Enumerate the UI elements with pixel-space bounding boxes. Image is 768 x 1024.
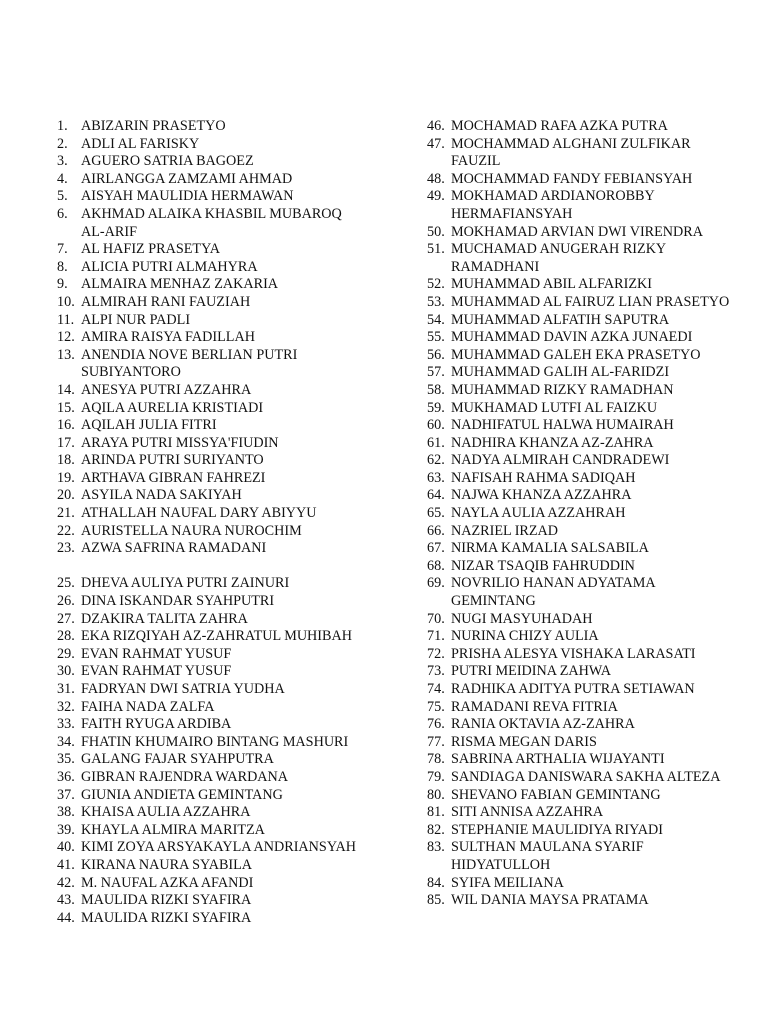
list-item-name: AQILAH JULIA FITRI <box>81 417 217 434</box>
list-item <box>427 276 757 294</box>
list-item-name: MAULIDA RIZKI SYAFIRA <box>81 892 252 909</box>
list-item <box>427 575 757 593</box>
list-item-continuation <box>427 259 757 277</box>
list-item <box>427 751 757 769</box>
list-item-number: 26. <box>57 593 75 610</box>
list-item <box>57 540 412 558</box>
list-item-number <box>427 206 451 224</box>
list-item <box>427 505 757 523</box>
list-item-name: MUHAMMAD ABIL ALFARIZKI <box>451 276 652 293</box>
list-item <box>57 611 412 629</box>
list-item-number: 41. <box>57 856 75 873</box>
list-item <box>427 136 757 154</box>
list-item <box>57 839 412 857</box>
list-item-number: 6. <box>57 205 68 222</box>
list-item <box>57 751 412 769</box>
list-item-number: 8. <box>57 258 68 275</box>
list-item-number <box>427 259 451 277</box>
list-item-name: KIMI ZOYA ARSYAKAYLA ANDRIANSYAH <box>81 839 356 856</box>
list-item-number: 76. <box>427 716 445 733</box>
list-item-name: MUHAMMAD GALEH EKA PRASETYO <box>451 346 701 363</box>
list-item-name: SANDIAGA DANISWARA SAKHA ALTEZA <box>451 768 721 785</box>
list-item-number: 35. <box>57 751 75 768</box>
list-item-number: 48. <box>427 170 445 187</box>
list-item-continuation <box>57 364 412 382</box>
list-item-name: STEPHANIE MAULIDIYA RIYADI <box>451 821 664 838</box>
list-gap <box>57 558 412 576</box>
list-item-name: NIZAR TSAQIB FAHRUDDIN <box>451 557 635 574</box>
list-item <box>57 875 412 893</box>
list-item-name: AISYAH MAULIDIA HERMAWAN <box>81 188 294 205</box>
list-item-name: KIRANA NAURA SYABILA <box>81 856 253 873</box>
list-item-number: 10. <box>57 293 75 310</box>
list-item <box>427 312 757 330</box>
list-item-name: HIDYATULLOH <box>451 856 551 873</box>
name-list-left-column <box>57 118 412 927</box>
list-item-number <box>57 224 81 242</box>
list-item <box>427 769 757 787</box>
list-item-number: 73. <box>427 663 445 680</box>
list-item-name: SITI ANNISA AZZAHRA <box>451 804 604 821</box>
list-item-name: PUTRI MEIDINA ZAHWA <box>451 663 611 680</box>
list-item <box>57 699 412 717</box>
list-item <box>57 136 412 154</box>
list-item-number: 31. <box>57 681 75 697</box>
list-item <box>57 118 412 136</box>
list-item-number: 32. <box>57 698 75 715</box>
list-item <box>57 523 412 541</box>
list-item-number: 19. <box>57 469 75 486</box>
list-item-name: MOKHAMAD ARDIANOROBBY <box>451 188 655 205</box>
list-item <box>427 487 757 505</box>
list-item-number <box>427 857 451 875</box>
list-item-number: 42. <box>57 874 75 891</box>
list-item <box>427 611 757 629</box>
list-item-number: 5. <box>57 188 68 205</box>
list-item-name: AURISTELLA NAURA NUROCHIM <box>81 522 302 539</box>
list-item-number: 37. <box>57 786 75 803</box>
list-item-number: 20. <box>57 487 75 504</box>
list-item-name: NIRMA KAMALIA SALSABILA <box>451 540 649 557</box>
list-item-number: 17. <box>57 434 75 451</box>
list-item-number: 71. <box>427 628 445 645</box>
list-item-name: MUCHAMAD ANUGERAH RIZKY <box>451 241 667 258</box>
list-item-number: 25. <box>57 575 75 592</box>
list-item-number: 39. <box>57 821 75 838</box>
list-item <box>427 804 757 822</box>
list-item <box>57 382 412 400</box>
list-item-number: 29. <box>57 645 75 662</box>
list-item-name: ARINDA PUTRI SURIYANTO <box>81 452 264 469</box>
list-item <box>57 716 412 734</box>
list-item <box>427 171 757 189</box>
list-item-name: MOKHAMAD ARVIAN DWI VIRENDRA <box>451 223 703 240</box>
list-item <box>427 892 757 910</box>
list-item-name: MOCHAMMAD ALGHANI ZULFIKAR <box>451 135 691 152</box>
list-item <box>427 224 757 242</box>
list-item <box>57 153 412 171</box>
list-item-number: 3. <box>57 153 68 170</box>
list-item-name: ALMIRAH RANI FAUZIAH <box>81 293 251 310</box>
list-item <box>427 294 757 312</box>
list-item <box>57 276 412 294</box>
list-item-name: MUHAMMAD AL FAIRUZ LIAN PRASETYO <box>451 293 730 310</box>
list-item <box>427 787 757 805</box>
list-item-number: 54. <box>427 311 445 328</box>
list-item-name: MAULIDA RIZKI SYAFIRA <box>81 909 252 926</box>
list-item-name: AGUERO SATRIA BAGOEZ <box>81 153 254 170</box>
list-item-name: NAFISAH RAHMA SADIQAH <box>451 469 636 486</box>
list-item <box>57 804 412 822</box>
list-item-number: 78. <box>427 751 445 768</box>
list-item-name: ALICIA PUTRI ALMAHYRA <box>81 258 258 275</box>
list-item-number: 75. <box>427 698 445 715</box>
list-item-number <box>427 593 451 611</box>
list-item-name: ALPI NUR PADLI <box>81 311 191 328</box>
list-item <box>57 329 412 347</box>
list-item <box>57 575 412 593</box>
list-item-name: GIUNIA ANDIETA GEMINTANG <box>81 786 283 803</box>
list-item <box>57 822 412 840</box>
list-item-number: 70. <box>427 610 445 627</box>
list-item-name: AQILA AURELIA KRISTIADI <box>81 399 264 416</box>
list-item <box>427 347 757 365</box>
list-item-name: EVAN RAHMAT YUSUF <box>81 663 232 680</box>
list-item-name: NUGI MASYUHADAH <box>451 610 593 627</box>
list-item-name: GEMINTANG <box>451 593 536 610</box>
list-item-name: SYIFA MEILIANA <box>451 874 564 891</box>
list-item-number: 77. <box>427 733 445 750</box>
list-item <box>427 452 757 470</box>
list-item-name: ATHALLAH NAUFAL DARY ABIYYU <box>81 505 317 522</box>
list-item <box>427 646 757 664</box>
list-item-number: 9. <box>57 276 68 293</box>
list-item-number: 81. <box>427 804 445 821</box>
list-item <box>57 787 412 805</box>
list-item-name: ASYILA NADA SAKIYAH <box>81 487 242 504</box>
list-item-number: 22. <box>57 522 75 539</box>
list-item <box>57 593 412 611</box>
list-item-number: 28. <box>57 628 75 645</box>
list-item-name: HERMAFIANSYAH <box>451 205 573 222</box>
list-item-number <box>57 364 81 382</box>
list-item-number: 1. <box>57 118 68 134</box>
list-item-continuation <box>427 206 757 224</box>
list-item <box>427 628 757 646</box>
list-item <box>427 716 757 734</box>
list-item-number: 72. <box>427 645 445 662</box>
list-item-number: 64. <box>427 487 445 504</box>
list-item-number: 84. <box>427 874 445 891</box>
list-item <box>427 470 757 488</box>
list-item-continuation <box>427 857 757 875</box>
list-item-number: 55. <box>427 329 445 346</box>
list-item-number: 23. <box>57 540 75 557</box>
list-item-number: 27. <box>57 610 75 627</box>
list-item-number: 2. <box>57 135 68 152</box>
list-item <box>57 241 412 259</box>
list-item-name: ABIZARIN PRASETYO <box>81 118 226 134</box>
list-item-number: 85. <box>427 892 445 909</box>
name-list-document <box>0 118 768 938</box>
list-item-number: 47. <box>427 135 445 152</box>
list-item <box>57 294 412 312</box>
list-item-name: RADHIKA ADITYA PUTRA SETIAWAN <box>451 681 695 697</box>
list-item-name: DHEVA AULIYA PUTRI ZAINURI <box>81 575 290 592</box>
list-item-number <box>427 153 451 171</box>
list-item-name: NAJWA KHANZA AZZAHRA <box>451 487 632 504</box>
list-item <box>427 540 757 558</box>
list-item-number: 52. <box>427 276 445 293</box>
list-item <box>57 188 412 206</box>
list-item-continuation <box>427 593 757 611</box>
list-item-number: 34. <box>57 733 75 750</box>
list-item-continuation <box>427 153 757 171</box>
list-item-name: M. NAUFAL AZKA AFANDI <box>81 874 254 891</box>
list-item-number: 43. <box>57 892 75 909</box>
list-item-name: PRISHA ALESYA VISHAKA LARASATI <box>451 645 696 662</box>
list-item <box>427 822 757 840</box>
list-item <box>57 681 412 699</box>
list-item-number: 82. <box>427 821 445 838</box>
list-item-number: 63. <box>427 469 445 486</box>
list-item-name: AL HAFIZ PRASETYA <box>81 241 220 258</box>
list-item-name: SUBIYANTORO <box>81 364 181 381</box>
list-item-name: KHAYLA ALMIRA MARITZA <box>81 821 265 838</box>
list-item <box>427 663 757 681</box>
list-item <box>427 364 757 382</box>
list-item-name: RAMADANI REVA FITRIA <box>451 698 618 715</box>
list-item-name: NADHIRA KHANZA AZ-ZAHRA <box>451 434 654 451</box>
list-item <box>427 839 757 857</box>
list-item-number: 44. <box>57 909 75 926</box>
list-item <box>57 347 412 365</box>
list-item-name: MUHAMMAD ALFATIH SAPUTRA <box>451 311 670 328</box>
list-item <box>57 857 412 875</box>
list-item-number: 30. <box>57 663 75 680</box>
list-item <box>57 400 412 418</box>
list-item <box>57 206 412 224</box>
list-item <box>57 505 412 523</box>
list-item-number: 50. <box>427 223 445 240</box>
list-item-name: RAMADHANI <box>451 258 540 275</box>
list-item <box>57 910 412 928</box>
list-item-name: AIRLANGGA ZAMZAMI AHMAD <box>81 170 293 187</box>
list-item <box>57 171 412 189</box>
list-item-name: MUHAMMAD GALIH AL-FARIDZI <box>451 364 670 381</box>
list-item <box>427 558 757 576</box>
list-item-name: MUHAMMAD RIZKY RAMADHAN <box>451 381 674 398</box>
list-item <box>57 628 412 646</box>
list-item <box>427 523 757 541</box>
list-item <box>427 400 757 418</box>
list-item <box>427 417 757 435</box>
list-item-name: EVAN RAHMAT YUSUF <box>81 645 232 662</box>
list-item-name: NOVRILIO HANAN ADYATAMA <box>451 575 656 592</box>
list-item-number: 62. <box>427 452 445 469</box>
list-item-number: 21. <box>57 505 75 522</box>
list-item-number: 11. <box>57 311 75 328</box>
list-item <box>427 435 757 453</box>
list-item-number: 69. <box>427 575 445 592</box>
list-item-name: AL-ARIF <box>81 223 137 240</box>
list-item-name: ADLI AL FARISKY <box>81 135 200 152</box>
list-item-number: 57. <box>427 364 445 381</box>
list-item-name: FHATIN KHUMAIRO BINTANG MASHURI <box>81 733 349 750</box>
list-item-name: AKHMAD ALAIKA KHASBIL MUBAROQ <box>81 205 342 222</box>
list-item <box>57 734 412 752</box>
list-item-name: RANIA OKTAVIA AZ-ZAHRA <box>451 716 635 733</box>
list-item-number: 80. <box>427 786 445 803</box>
list-item-name: FAITH RYUGA ARDIBA <box>81 716 232 733</box>
list-item <box>427 188 757 206</box>
list-item-name: NAYLA AULIA AZZAHRAH <box>451 505 626 522</box>
list-item <box>427 875 757 893</box>
list-item-name: SULTHAN MAULANA SYARIF <box>451 839 644 856</box>
list-item <box>427 329 757 347</box>
list-item-name: NADYA ALMIRAH CANDRADEWI <box>451 452 670 469</box>
list-item-name: AMIRA RAISYA FADILLAH <box>81 329 255 346</box>
list-item <box>57 892 412 910</box>
list-item <box>57 487 412 505</box>
list-item-name: ARTHAVA GIBRAN FAHREZI <box>81 469 266 486</box>
list-item-name: RISMA MEGAN DARIS <box>451 733 597 750</box>
list-item-number: 49. <box>427 188 445 205</box>
list-item-name: NADHIFATUL HALWA HUMAIRAH <box>451 417 674 434</box>
list-item-name: ARAYA PUTRI MISSYA'FIUDIN <box>81 434 279 451</box>
list-item-number: 14. <box>57 381 75 398</box>
list-item-number: 13. <box>57 346 75 363</box>
list-item-name: ANESYA PUTRI AZZAHRA <box>81 381 252 398</box>
list-item-name: SABRINA ARTHALIA WIJAYANTI <box>451 751 665 768</box>
list-item-number: 68. <box>427 557 445 574</box>
list-item-number: 53. <box>427 293 445 310</box>
list-item-name: DINA ISKANDAR SYAHPUTRI <box>81 593 275 610</box>
list-item-name: DZAKIRA TALITA ZAHRA <box>81 610 248 627</box>
list-item <box>57 435 412 453</box>
list-item <box>57 259 412 277</box>
list-item-number: 83. <box>427 839 445 856</box>
list-item <box>427 118 757 136</box>
list-item-name: ALMAIRA MENHAZ ZAKARIA <box>81 276 279 293</box>
list-item-name: FADRYAN DWI SATRIA YUDHA <box>81 681 285 697</box>
list-item <box>427 699 757 717</box>
list-item-name: NURINA CHIZY AULIA <box>451 628 599 645</box>
list-item <box>57 417 412 435</box>
list-item-number: 51. <box>427 241 445 258</box>
list-item-number: 46. <box>427 118 445 134</box>
list-item-name: MOCHAMMAD FANDY FEBIANSYAH <box>451 170 693 187</box>
list-item-number: 74. <box>427 681 445 697</box>
list-item-number: 33. <box>57 716 75 733</box>
list-item <box>57 312 412 330</box>
list-item <box>57 470 412 488</box>
list-item-name: GALANG FAJAR SYAHPUTRA <box>81 751 274 768</box>
list-item-number: 16. <box>57 417 75 434</box>
list-item-name: AZWA SAFRINA RAMADANI <box>81 540 267 557</box>
list-item-name: ANENDIA NOVE BERLIAN PUTRI <box>81 346 298 363</box>
name-list-right-column <box>427 118 757 910</box>
list-item-number: 7. <box>57 241 68 258</box>
list-item <box>57 646 412 664</box>
list-item-continuation <box>57 224 412 242</box>
list-item-number: 56. <box>427 346 445 363</box>
list-item-number: 60. <box>427 417 445 434</box>
list-item-number: 67. <box>427 540 445 557</box>
list-item-name: MOCHAMAD RAFA AZKA PUTRA <box>451 118 668 134</box>
list-item-number: 4. <box>57 170 68 187</box>
list-item-number: 38. <box>57 804 75 821</box>
list-item-name: GIBRAN RAJENDRA WARDANA <box>81 768 289 785</box>
list-item-name: FAUZIL <box>451 153 501 170</box>
list-item-number: 40. <box>57 839 75 856</box>
list-item <box>57 769 412 787</box>
list-item-number: 12. <box>57 329 75 346</box>
list-item-number: 18. <box>57 452 75 469</box>
list-item-name: MUHAMMAD DAVIN AZKA JUNAEDI <box>451 329 693 346</box>
list-item-name: WIL DANIA MAYSA PRATAMA <box>451 892 649 909</box>
list-item-number: 66. <box>427 522 445 539</box>
list-item <box>427 241 757 259</box>
list-item-name: MUKHAMAD LUTFI AL FAIZKU <box>451 399 658 416</box>
list-item <box>427 734 757 752</box>
list-item-number: 65. <box>427 505 445 522</box>
list-item-number: 61. <box>427 434 445 451</box>
list-item-name: FAIHA NADA ZALFA <box>81 698 215 715</box>
list-item <box>427 382 757 400</box>
list-item <box>57 452 412 470</box>
list-item-name: SHEVANO FABIAN GEMINTANG <box>451 786 661 803</box>
list-item <box>57 663 412 681</box>
list-item-name: NAZRIEL IRZAD <box>451 522 559 539</box>
list-item-number: 36. <box>57 768 75 785</box>
list-item-name: KHAISA AULIA AZZAHRA <box>81 804 251 821</box>
list-item-number: 15. <box>57 399 75 416</box>
list-item-number: 59. <box>427 399 445 416</box>
list-item-name: EKA RIZQIYAH AZ-ZAHRATUL MUHIBAH <box>81 628 352 645</box>
list-item-number: 58. <box>427 381 445 398</box>
list-item-number: 79. <box>427 768 445 785</box>
list-item <box>427 681 757 699</box>
